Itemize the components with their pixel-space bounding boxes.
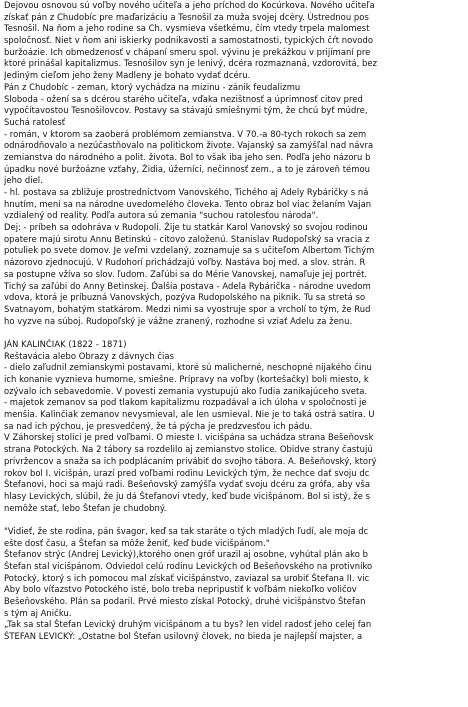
- text-line: ich konanie vyznieva humorne, smiešne. Prípravy na voľby (kortešačky) boli miesto, k: [4, 374, 369, 384]
- text-line: rokov bol I. vicišpán, urazí pred voľbami rodinu Levických tým, že nechce dať svoju dc: [4, 467, 370, 478]
- text-line: ktoré prinášal kapitalizmus. Tesnošilov syn je lenivý, dcéra rozmaznaná, vzdorovitá, bez: [4, 58, 378, 69]
- text-line: úpadku nové buržoázne vzťahy, Židia, úžerníci, nečinnosť zem., a to je zároveň témou: [4, 163, 370, 174]
- text-line: spoločnosť. Niet v ňom ani iskierky podnikavosti a samostatnosti, typických čŕt novodo: [4, 35, 374, 46]
- text-line: hlasy Levických, slúbil, že ju dá Štefanovi vtedy, keď bude vicišpánom. Bol si istý, že s: [4, 490, 371, 501]
- paragraph-gap: [4, 514, 468, 526]
- text-line: sa nad ich pýchou, je presvedčený, že tá pýcha je predzvesťou ich pádu.: [4, 420, 313, 431]
- section-kalinciak: [4, 339, 468, 514]
- text-line: - román, v ktorom sa zaoberá problémom zemianstva. V 70.-a 80-tych rokoch sa zem: [4, 128, 367, 139]
- text-line: hnutím, mení sa na národne uvedomelého človeka. Tento obraz bol viac želaním Vajan: [4, 198, 372, 209]
- paragraph-gap: [4, 327, 468, 339]
- text-line: sa postupne vžíva so slov. ľudom. Zaľúbi sa do Mérie Vanovskej, namaľuje jej portrét.: [4, 268, 368, 279]
- text-line: s tým aj Aničku.: [4, 607, 72, 618]
- text-line: Štefan stal vicišpánom. Odviedol celú rodinu Levických od Bešeňovského na protivníko: [4, 561, 373, 571]
- text-line: menšia. Kalinčiak zemanov nevysmieval, ale len usmieval. Nie je to taká ostrá satira. U: [4, 409, 375, 420]
- text-line: ozývalo ich sebavedomie. V povesti zemania vystupujú ako ľudia zanikajúceho sveta.: [4, 385, 368, 396]
- text-line: vzdialený od reality. Podľa autora sú zemania "suchou ratolesťou národa".: [4, 210, 319, 221]
- text-line: strana Potockých. Na 2 tábory sa rozdelilo aj zemianstvo stolice. Obidve strany častujú: [4, 444, 373, 455]
- text-line: V Záhorskej stolici je pred voľbami. O mieste I. vicišpána sa uchádza strana Bešeňovsk: [4, 432, 374, 443]
- text-line: potuliek po svete domov. Je veľmi vzdelaný, zoznamuje sa s učiteľom Albertom Tichým: [4, 245, 375, 256]
- text-line: Bešeňovského. Plán sa podaril. Prvé miesto získal Potocký, druhé vicišpánstvo Štefan: [4, 596, 366, 607]
- text-line: Potocký, ktorý s ich pomocou mal získať vicišpánstvo, zaviazal sa urobiť Štefana II. vic: [4, 572, 370, 583]
- text-line: „Tak sa stal Štefan Levický druhým vicišpánom a tu bys? len videl radosť jeho celej fan: [4, 619, 372, 630]
- text-line: opatere majú sirotu Annu Betinskú - citovo založenú. Stanislav Rudopoľský sa vracia z: [4, 233, 370, 244]
- text-line: Svatnayom, bohatým statkárom. Medzi nimi sa vyostruje spor a vrcholí to tým, že Rud: [4, 303, 371, 314]
- text-line: "Vidieť, že ste rodina, pán švagor, keď sa tak staráte o tých mladých ľudí, ale moja dc: [4, 525, 369, 536]
- text-line: odnárodňovalo a nezúčastňovalo na politickom živote. Vajanský sa zamýšľal nad návra: [4, 140, 374, 151]
- text-line: buržoázie. Ich obmedzenosť v chápaní smeru spol. vývinu je prekážkou v prijímaní pre: [4, 46, 371, 57]
- text-line: Reštaváciа alebo Obrazy z dávnych čias: [4, 350, 175, 361]
- text-line: ho vyzve na súboj. Rudopoľský je vážne zranený, rozhodne si vziať Adelu za ženu.: [4, 315, 353, 326]
- text-line: ešte dosť času, a Štefan sa môže ženiť, keď bude vicišpánom.": [4, 537, 270, 548]
- text-line: Aby bolo víťazstvo Potockého isté, bolo treba nepripustiť k voľbám niekoľko voličov: [4, 584, 357, 595]
- text-line: názorovo zjednocujú. V Rudohorí prichádzajú voľby. Nastáva boj med. a slov. strán. R: [4, 257, 366, 268]
- text-line: Dej: - príbeh sa odohráva v Rudopolí. Žije tu statkár Karol Vanovský so svojou rodinou: [4, 222, 368, 233]
- text-line: získať pán z Chudobíc pre maďarizáciu a Tesnošil za muža svojej dcéry. Ústrednou pos: [4, 11, 369, 22]
- text-line: JÁN KALINČIAK (1822 - 1871): [4, 338, 127, 349]
- section-quotes: [4, 526, 468, 643]
- document-page: [4, 0, 468, 643]
- text-line: Tesnošil. Na ňom a jeho rodine sa Ch. vysmieva všetkému, čím vtedy trpela malomest: [4, 23, 370, 34]
- text-line: Štefanov strýc (Andrej Levický),ktorého onen gróf urazil aj osobne, vyhútal plán ako b: [4, 549, 369, 560]
- text-line: prívržencov a snaža sa ich podplácaním privábiť do svojho tábora. A. Bešeňovský, ktorý: [4, 455, 377, 466]
- text-line: Dejovou osnovou sú voľby nového učiteľa a jeho príchod do Kocúrkova. Nového učiteľa: [4, 0, 375, 10]
- text-line: vypočítavostou Tesnošilovcov. Postavy sa stávajú smiešnymi tým, že chcú byť múdre,: [4, 105, 368, 116]
- text-line: Suchá ratolesť: [4, 116, 66, 127]
- text-line: Pán z Chudobíc - zeman, ktorý vychádza na mizinu - zánik feudalizmu: [4, 81, 301, 92]
- text-line: zemianstva do národného a polit. života. Bol to však iba jeho sen. Podľa jeho názoru b: [4, 151, 371, 162]
- text-line: jeho diel.: [4, 175, 43, 186]
- text-line: Sloboda - ožení sa s dcérou starého učiteľa, vďaka nezištnosť a úprimnosť citov pred: [4, 93, 363, 104]
- text-line: ŠTEFAN LEVICKÝ: „Ostatne bol Štefan usilovný človek, no bieda je najlepší majster, a: [4, 631, 363, 642]
- text-line: nemôže stať, lebo Štefan je chudobný.: [4, 502, 167, 513]
- section-vajansky: [4, 0, 468, 327]
- text-line: - majetok zemanov sa pod tlakom kapitalizmu rozpadával a ich úloha v spoločnosti je: [4, 397, 367, 408]
- text-line: vdova, ktorá je príbuzná Vanovských, pozýva Rudopolského na piknik. Tu sa stretá so: [4, 292, 366, 303]
- text-line: - dielo zaľudnil zemianskymi postavami, ktoré sú malicherné, neschopné nijakého činu: [4, 362, 372, 373]
- text-line: Štefanovi, hoci sa majú radi. Bešeňovský zamýšľa vydať svoju dcéru za grófa, aby vša: [4, 479, 371, 490]
- text-line: - hl. postava sa zbližuje prostredníctvom Vanovského, Tichého aj Adely Rybáričky s ná: [4, 187, 369, 197]
- text-line: Jediným cieľom jeho ženy Madleny je bohato vydať dcéru.: [4, 70, 251, 81]
- text-line: Tichý sa zaľúbi do Anny Betinskej. Ďalšia postava - Adela Rybárička - národne uvedom: [4, 280, 371, 291]
